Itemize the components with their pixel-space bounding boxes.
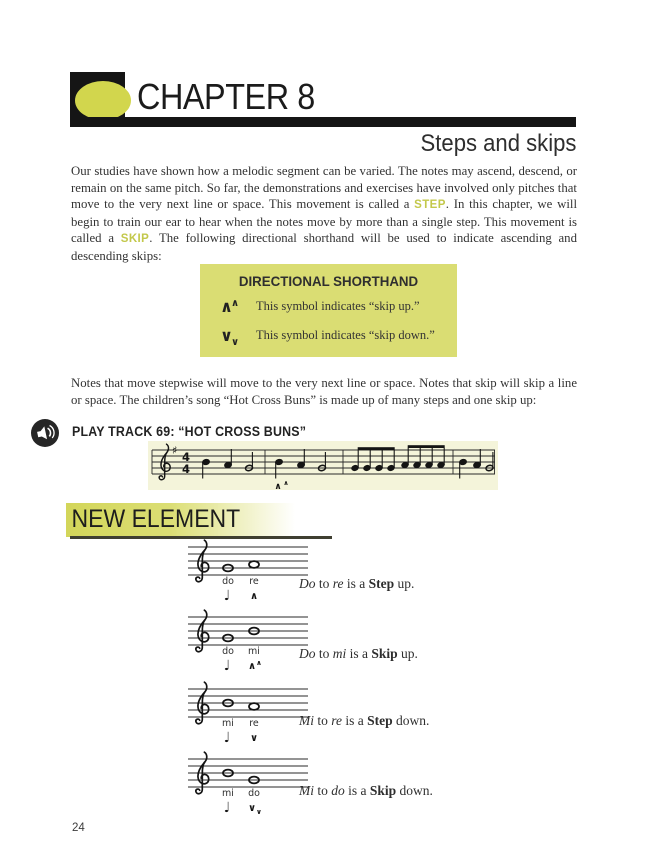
- play-track-label: PLAY TRACK 69: “HOT CROSS BUNS”: [72, 424, 307, 439]
- shorthand-box-title: DIRECTIONAL SHORTHAND: [238, 273, 419, 289]
- quarter-note-icon: ♩: [223, 730, 231, 745]
- step-up-icon: ∧: [249, 591, 259, 602]
- quarter-note-icon: ♩: [223, 588, 231, 603]
- skip-down-icon-small: ∨: [231, 337, 240, 348]
- stepwise-paragraph: Notes that move stepwise will move to the very next line or space. Notes that skip will skip a line or space. The children’s song “Hot Cross Buns” is made up of many steps and one skip up:: [71, 376, 577, 407]
- quarter-note-icon: ♩: [223, 658, 231, 673]
- hot-cross-buns-notation: [148, 441, 498, 490]
- skip-down-icon: [220, 326, 256, 348]
- skip-down-text: This symbol indicates “skip down.”: [256, 328, 435, 342]
- skip-up-icon: [220, 297, 256, 316]
- skip-up-text: This symbol indicates “skip up.”: [256, 299, 420, 313]
- skip-up-mark-big: ∧: [274, 482, 282, 491]
- example-sentence: Do to re is a Step up.: [299, 576, 415, 591]
- chapter-mark-ellipse: [75, 81, 131, 120]
- chapter-title: CHAPTER 8: [137, 76, 315, 117]
- time-signature-bottom: 4: [182, 462, 191, 476]
- measure-3: [351, 445, 445, 471]
- speaker-icon: [30, 418, 60, 448]
- time-signature-top: 4: [182, 450, 191, 464]
- skip-up-mark-small: ∧: [283, 479, 289, 487]
- skip-down-icon-big: ∨: [220, 326, 233, 345]
- melody-staff: [148, 441, 498, 491]
- skip-up-icon: ∧: [247, 661, 257, 672]
- header-rule: [70, 117, 576, 127]
- solfege-label: do: [248, 788, 260, 799]
- example-staff-do-mi: [186, 609, 316, 673]
- new-element-title: NEW ELEMENT: [66, 503, 295, 537]
- example-staff-mi-re: [186, 681, 316, 745]
- key-signature-sharp: ♯: [172, 444, 178, 457]
- new-element-heading: [66, 503, 295, 537]
- page-subtitle: Steps and skips: [420, 130, 576, 157]
- skip-up-icon-small: ∧: [256, 659, 262, 667]
- example-staff-mi-do: [186, 751, 316, 815]
- skip-up-icon-big: ∧: [220, 297, 233, 316]
- page-number: 24: [72, 822, 85, 834]
- skip-down-row: [220, 326, 435, 348]
- skip-down-icon: ∨: [247, 803, 257, 814]
- example-sentence: Do to mi is a Skip up.: [299, 646, 418, 661]
- skip-up-icon-small: ∧: [231, 298, 240, 309]
- intro-text-1: Our studies have shown how a melodic segment can be varied. The notes may ascend, descend, or remain on the same pitch. So far, the demonstrations and exercises have involved only pitches that move to the very next line or space. This movement is called a: [71, 164, 577, 212]
- skip-term: SKIP: [120, 233, 150, 246]
- skip-up-row: [220, 297, 420, 316]
- intro-paragraph: [71, 163, 577, 265]
- example-sentence: Mi to do is a Skip down.: [299, 783, 433, 798]
- solfege-label: re: [249, 718, 259, 729]
- solfege-label: do: [222, 576, 234, 587]
- solfege-label: mi: [222, 788, 234, 799]
- step-down-icon: ∨: [249, 733, 259, 744]
- solfege-label: re: [249, 576, 259, 587]
- intro-text-2: . In this chapter, we will begin to train our ear to hear when the notes move by more than a single step. This movement is called a: [71, 197, 578, 246]
- intro-text-3: . The following directional shorthand will be used to indicate ascending and descending skips:: [71, 231, 577, 263]
- example-sentence: Mi to re is a Step down.: [299, 713, 430, 728]
- solfege-label: mi: [248, 646, 260, 657]
- solfege-label: do: [222, 646, 234, 657]
- quarter-note-icon: ♩: [223, 800, 231, 815]
- directional-shorthand-box: [200, 264, 457, 357]
- step-term: STEP: [414, 199, 446, 212]
- solfege-label: mi: [222, 718, 234, 729]
- example-staff-do-re: [186, 539, 316, 603]
- skip-down-icon-small: ∨: [256, 808, 262, 815]
